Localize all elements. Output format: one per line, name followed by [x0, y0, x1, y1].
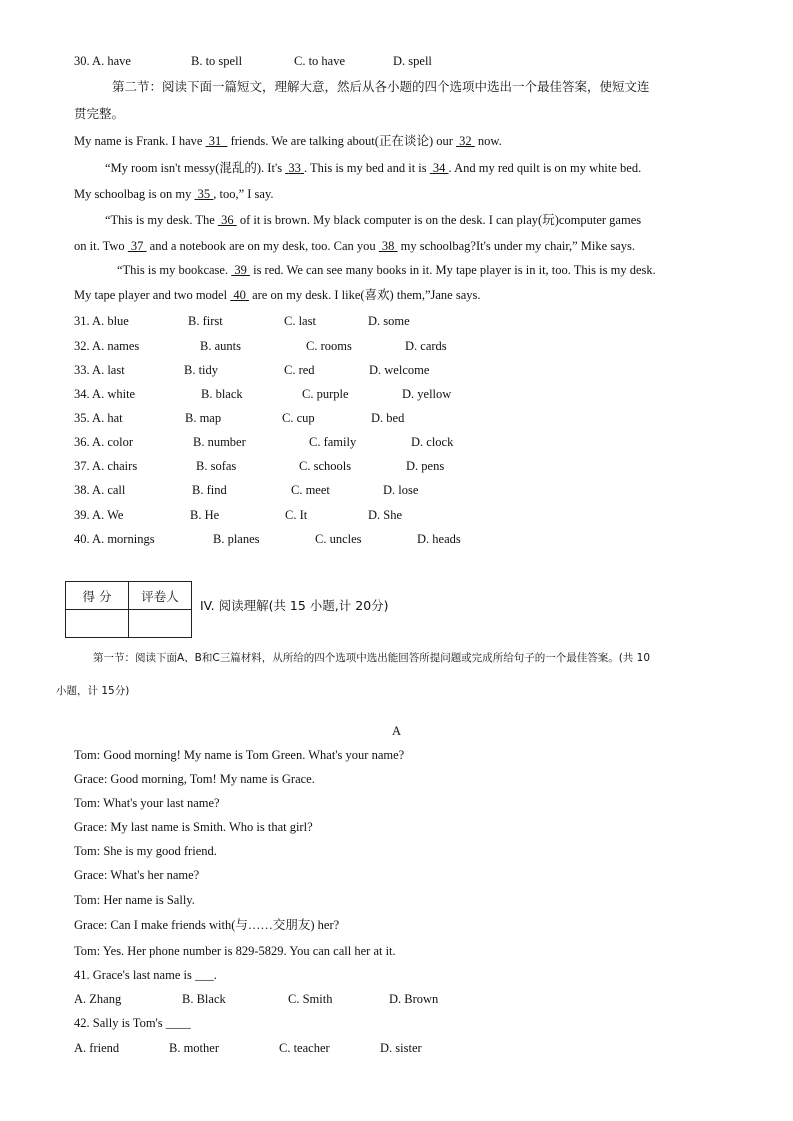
q42-option-c: C. teacher: [279, 1041, 330, 1055]
q40-option-b: B. planes: [213, 532, 260, 546]
q34-option-b: B. black: [201, 387, 243, 401]
q40-option-a: 40. A. mornings: [74, 532, 155, 546]
q34-option-a: 34. A. white: [74, 387, 136, 401]
blank-35: 35: [197, 187, 211, 201]
q31-option-d: D. some: [368, 314, 410, 328]
blank-38: 38: [381, 239, 395, 253]
q32-option-b: B. aunts: [200, 339, 241, 353]
blank-32: 32: [459, 134, 472, 148]
blank-40: 40: [233, 288, 246, 302]
section2-title-line2: 贯完整。: [74, 106, 125, 121]
dialogue-line: Grace: Good morning, Tom! My name is Grace.: [74, 772, 315, 786]
q31-option-a: 31. A. blue: [74, 314, 129, 328]
q32-option-c: C. rooms: [306, 339, 352, 353]
q42-stem: 42. Sally is Tom's ____: [74, 1016, 191, 1030]
q35-option-a: 35. A. hat: [74, 411, 123, 425]
blank-33: 33: [288, 161, 301, 175]
blank-39: 39: [234, 263, 247, 277]
q37-option-c: C. schools: [299, 459, 352, 473]
q39-option-c: C. It: [285, 508, 308, 522]
q42-option-a: A. friend: [74, 1041, 120, 1055]
dialogue-line: Grace: Can I make friends with(与……交朋友) her?: [74, 918, 340, 932]
q35-option-d: D. bed: [371, 411, 405, 425]
q36-option-d: D. clock: [411, 435, 454, 449]
blank-37: 37: [130, 239, 144, 253]
q31-option-c: C. last: [284, 314, 316, 328]
q32-option-a: 32. A. names: [74, 339, 140, 353]
q35-option-c: C. cup: [282, 411, 315, 425]
q30-option-c: C. to have: [294, 54, 346, 68]
grader-cell[interactable]: [129, 610, 192, 638]
q36-option-b: B. number: [193, 435, 246, 449]
score-table: [65, 581, 192, 638]
score-header: 得 分: [66, 582, 129, 610]
q41-option-b: B. Black: [182, 992, 226, 1006]
q40-option-d: D. heads: [417, 532, 461, 546]
q38-option-b: B. find: [192, 483, 227, 497]
part4-title: IV. 阅读理解(共 15 小题,计 20分): [200, 598, 389, 613]
dialogue-line: Grace: My last name is Smith. Who is that girl?: [74, 820, 313, 834]
q41-option-c: C. Smith: [288, 992, 333, 1006]
passage-line-4: “This is my desk. The 36 of it is brown. My black computer is on the desk. I can play(玩)computer games: [105, 213, 642, 227]
passage-a-label: A: [391, 724, 402, 738]
q30-option-d: D. spell: [393, 54, 432, 68]
q34-option-d: D. yellow: [402, 387, 452, 401]
dialogue-line: Grace: What's her name?: [74, 868, 200, 882]
blank-31: 31: [208, 134, 222, 148]
q38-option-c: C. meet: [291, 483, 330, 497]
q39-option-b: B. He: [190, 508, 220, 522]
score-cell[interactable]: [66, 610, 129, 638]
q32-option-d: D. cards: [405, 339, 447, 353]
passage-line-3: My schoolbag is on my 35 , too,” I say.: [74, 187, 274, 201]
q37-option-a: 37. A. chairs: [74, 459, 138, 473]
q30-option-a: 30. A. have: [74, 54, 131, 68]
q33-option-b: B. tidy: [184, 363, 219, 377]
q39-option-d: D. She: [368, 508, 403, 522]
q37-option-b: B. sofas: [196, 459, 237, 473]
dialogue-line: Tom: Yes. Her phone number is 829-5829. You can call her at it.: [74, 944, 396, 958]
q41-stem: 41. Grace's last name is ___.: [74, 968, 217, 982]
q38-option-a: 38. A. call: [74, 483, 126, 497]
q30-option-b: B. to spell: [191, 54, 243, 68]
q34-option-c: C. purple: [302, 387, 349, 401]
q41-option-a: A. Zhang: [74, 992, 122, 1006]
dialogue-line: Tom: She is my good friend.: [74, 844, 217, 858]
passage-line-5: on it. Two 37 and a notebook are on my desk, too. Can you 38 my schoolbag?It's under my chair,” Mike says.: [74, 239, 635, 253]
passage-line-1: My name is Frank. I have 31 friends. We are talking about(正在谈论) our 32 now.: [74, 134, 502, 148]
q38-option-d: D. lose: [383, 483, 419, 497]
dialogue-line: Tom: What's your last name?: [74, 796, 220, 810]
grader-header: 评卷人: [129, 582, 192, 610]
blank-34: 34: [432, 161, 446, 175]
q35-option-b: B. map: [185, 411, 222, 425]
passage-line-6: “This is my bookcase. 39 is red. We can see many books in it. My tape player is in it, too. This is my desk.: [117, 263, 656, 277]
dialogue-line: Tom: Her name is Sally.: [74, 893, 195, 907]
q39-option-a: 39. A. We: [74, 508, 124, 522]
q36-option-c: C. family: [309, 435, 357, 449]
q31-option-b: B. first: [188, 314, 223, 328]
q36-option-a: 36. A. color: [74, 435, 134, 449]
q33-option-d: D. welcome: [369, 363, 430, 377]
part4-section1-line2: 小题，计 15分): [56, 685, 130, 697]
q37-option-d: D. pens: [406, 459, 445, 473]
q40-option-c: C. uncles: [315, 532, 362, 546]
q41-option-d: D. Brown: [389, 992, 439, 1006]
q42-option-b: B. mother: [169, 1041, 219, 1055]
q33-option-a: 33. A. last: [74, 363, 125, 377]
part4-section1-line1: 第一节：阅读下面A、B和C三篇材料，从所给的四个选项中选出能回答所提问题或完成所给句子的一个最佳答案。(共 10: [93, 652, 651, 664]
passage-line-2: “My room isn't messy(混乱的). It's 33 . This is my bed and it is 34 . And my red quilt is on my white bed.: [105, 161, 642, 175]
dialogue-line: Tom: Good morning! My name is Tom Green. What's your name?: [74, 748, 405, 762]
q33-option-c: C. red: [284, 363, 315, 377]
section2-title-line1: 第二节：阅读下面一篇短文，理解大意，然后从各小题的四个选项中选出一个最佳答案，使短文连: [112, 79, 650, 94]
blank-36: 36: [221, 213, 234, 227]
q42-option-d: D. sister: [380, 1041, 422, 1055]
passage-line-7: My tape player and two model 40 are on my desk. I like(喜欢) them,”Jane says.: [74, 288, 481, 302]
